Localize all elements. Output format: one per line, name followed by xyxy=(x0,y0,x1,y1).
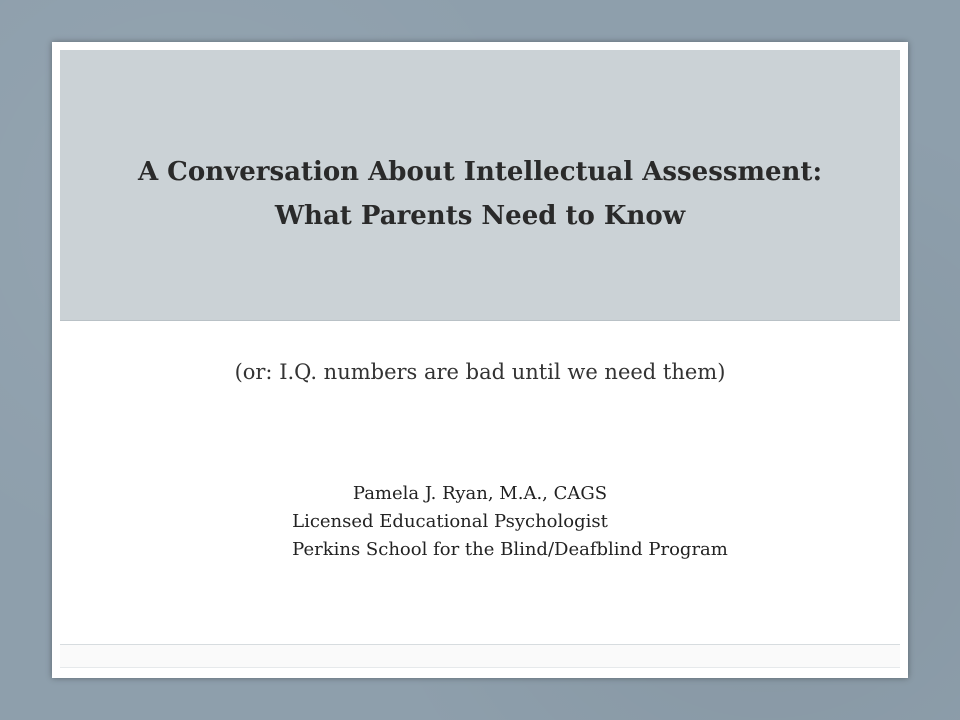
author-block xyxy=(52,480,908,564)
slide-subtitle: (or: I.Q. numbers are bad until we need them) xyxy=(234,360,726,384)
author-role: Licensed Educational Psychologist xyxy=(292,511,608,532)
author-name: Pamela J. Ryan, M.A., CAGS xyxy=(352,483,608,504)
slide xyxy=(52,42,908,678)
title-line-1: A Conversation About Intellectual Assessment: xyxy=(137,157,823,187)
title-panel xyxy=(60,50,900,321)
title-line-2: What Parents Need to Know xyxy=(274,201,686,231)
slide-title xyxy=(60,150,900,238)
footer-bar xyxy=(60,644,900,668)
author-organization: Perkins School for the Blind/Deafblind Program xyxy=(292,539,728,560)
